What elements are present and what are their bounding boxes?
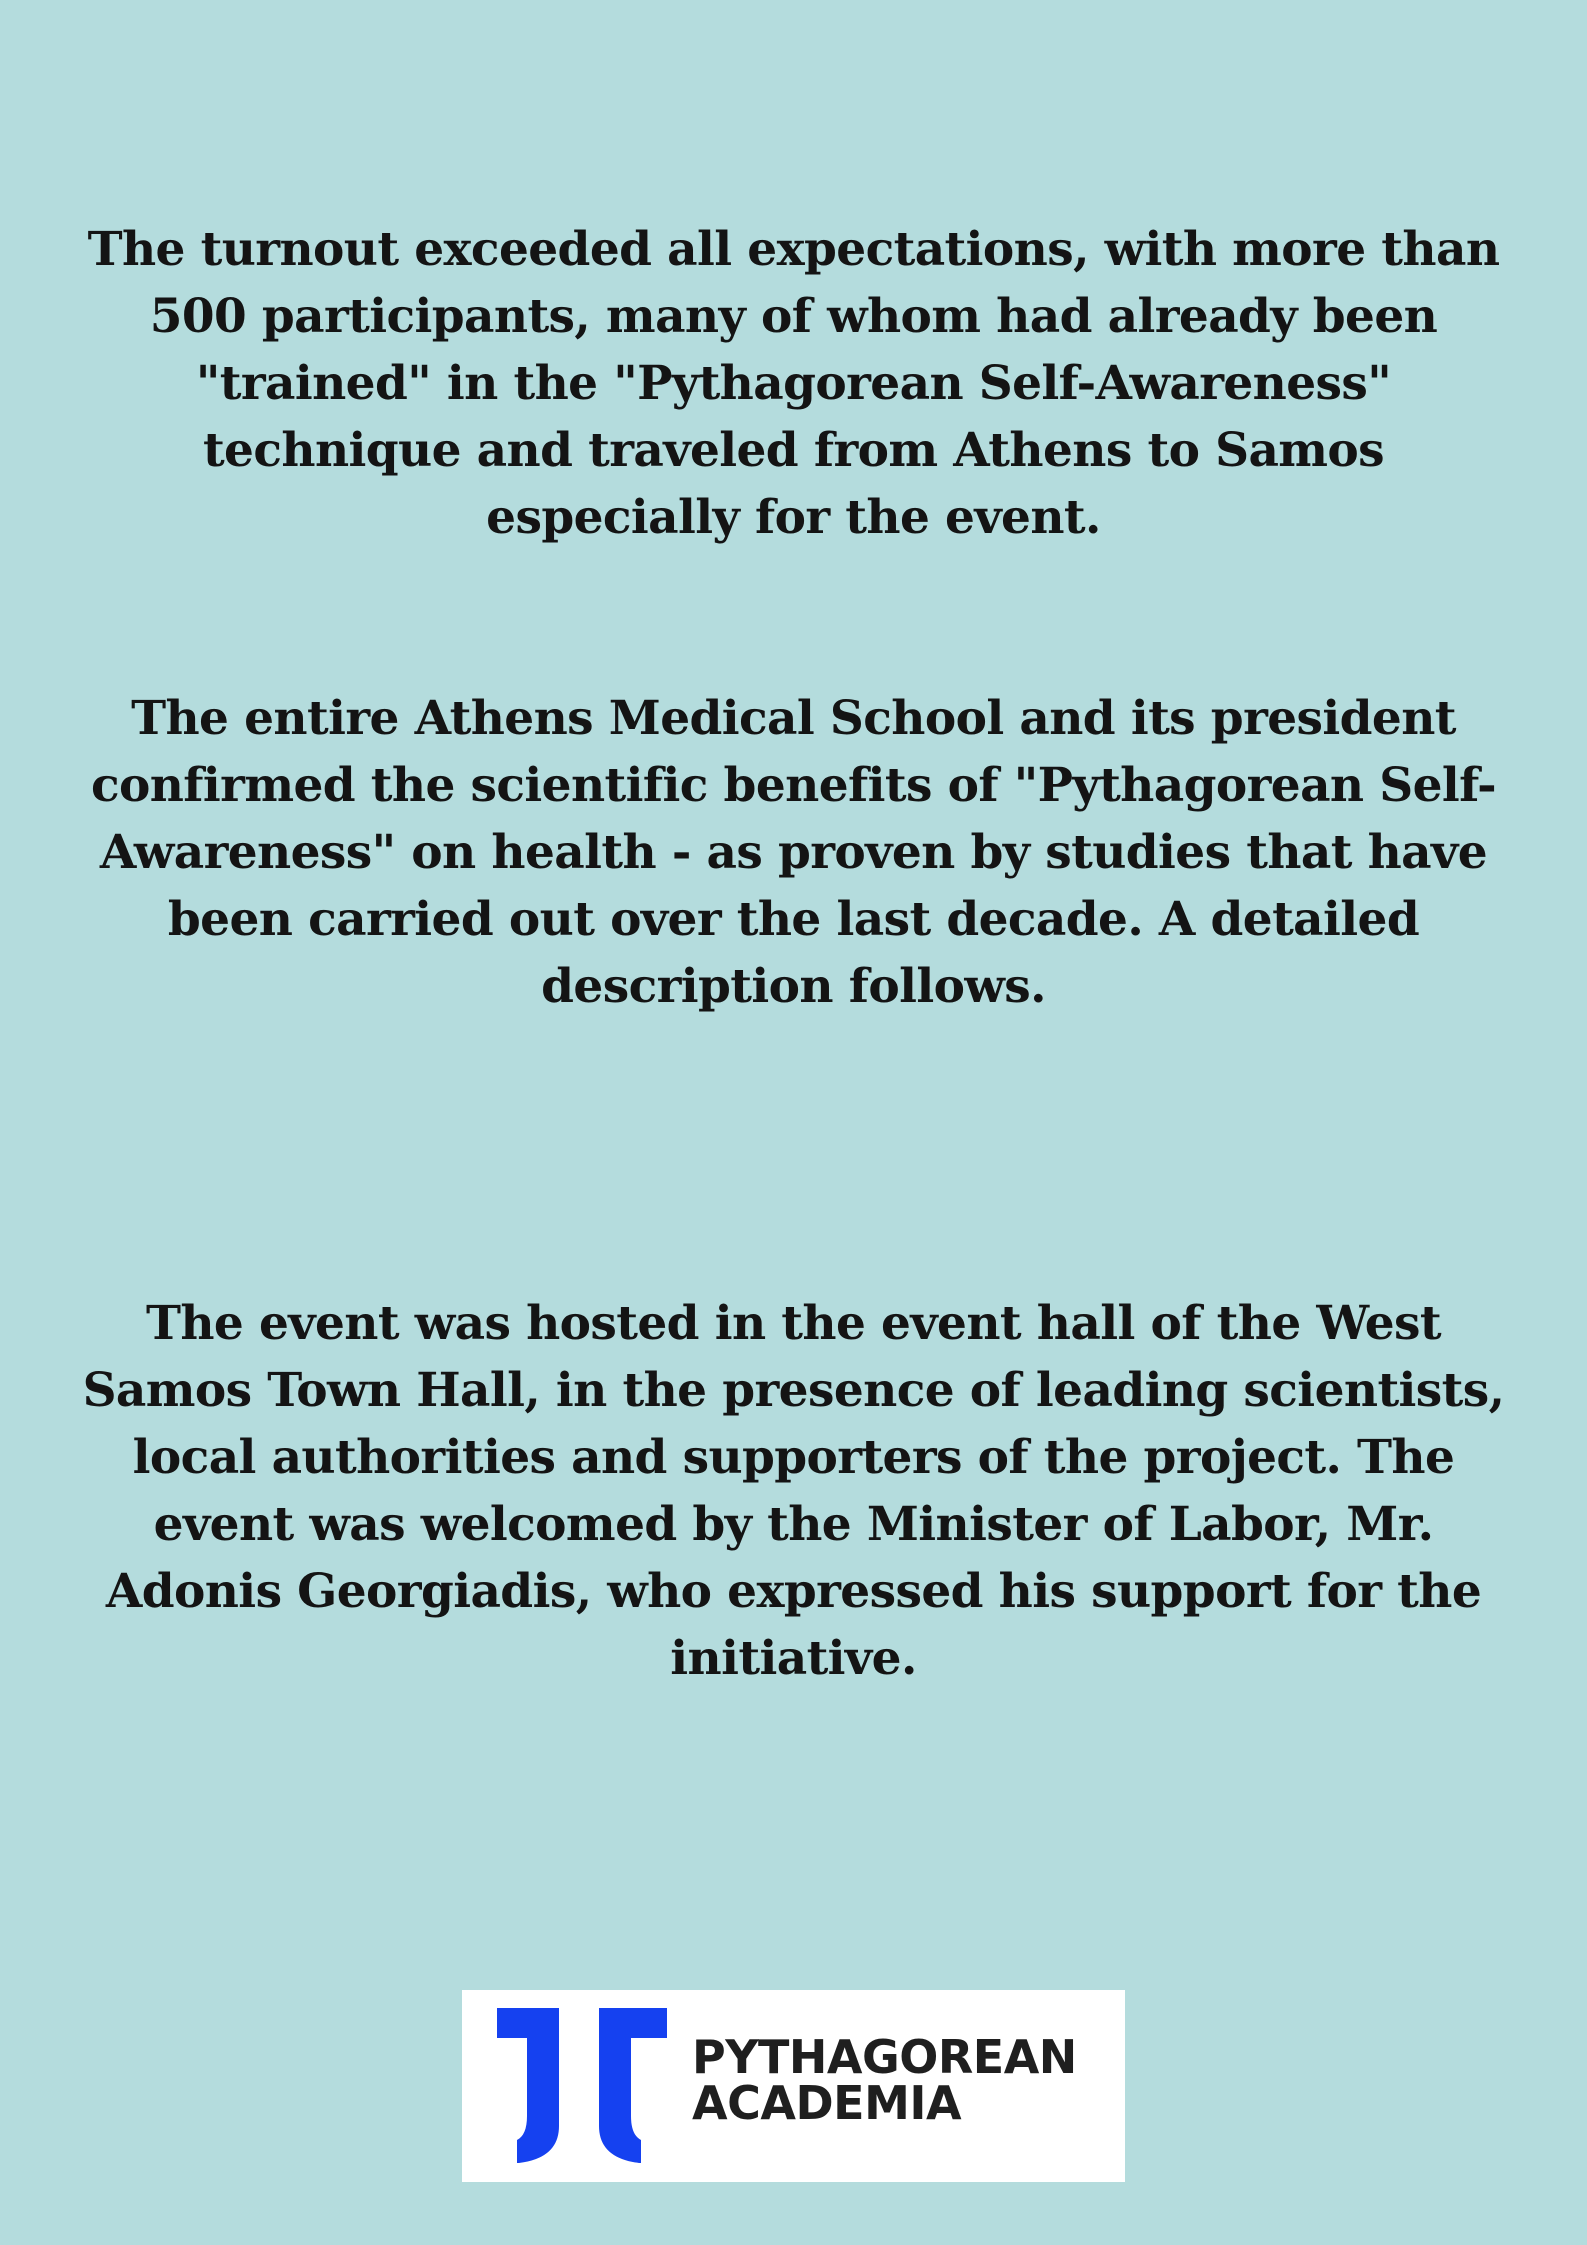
logo-wordmark-line-1: PYTHAGOREAN (692, 2030, 1077, 2084)
logo-wordmark-line-2: ACADEMIA (692, 2076, 962, 2130)
logo-mark-right-stroke (599, 2008, 667, 2163)
logo-mark-left-stroke (497, 2008, 559, 2163)
paragraph-event-hall: The event was hosted in the event hall of the West Samos Town Hall, in the presence of leading scientists, local authorities and supporters of the project. The event was welcomed by the Minister of Labor, Mr. Adonis Georgiadis, who expressed his support for the initiative. (82, 1296, 1505, 1686)
paragraph-turnout: The turnout exceeded all expectations, with more than 500 participants, many of whom had already been "trained" in the "Pythagorean Self-Awareness" technique and traveled from Athens to Samos especially for the event. (87, 222, 1500, 545)
paragraph-medical-school: The entire Athens Medical School and its president confirmed the scientific benefits of "Pythagorean Self-Awareness" on health - as proven by studies that have been carried out over the last decade. A detailed description follows. (90, 691, 1497, 1014)
pythagorean-academia-logo-icon (497, 2008, 667, 2163)
logo-banner (462, 1990, 1125, 2182)
logo-wordmark (692, 2030, 1077, 2130)
